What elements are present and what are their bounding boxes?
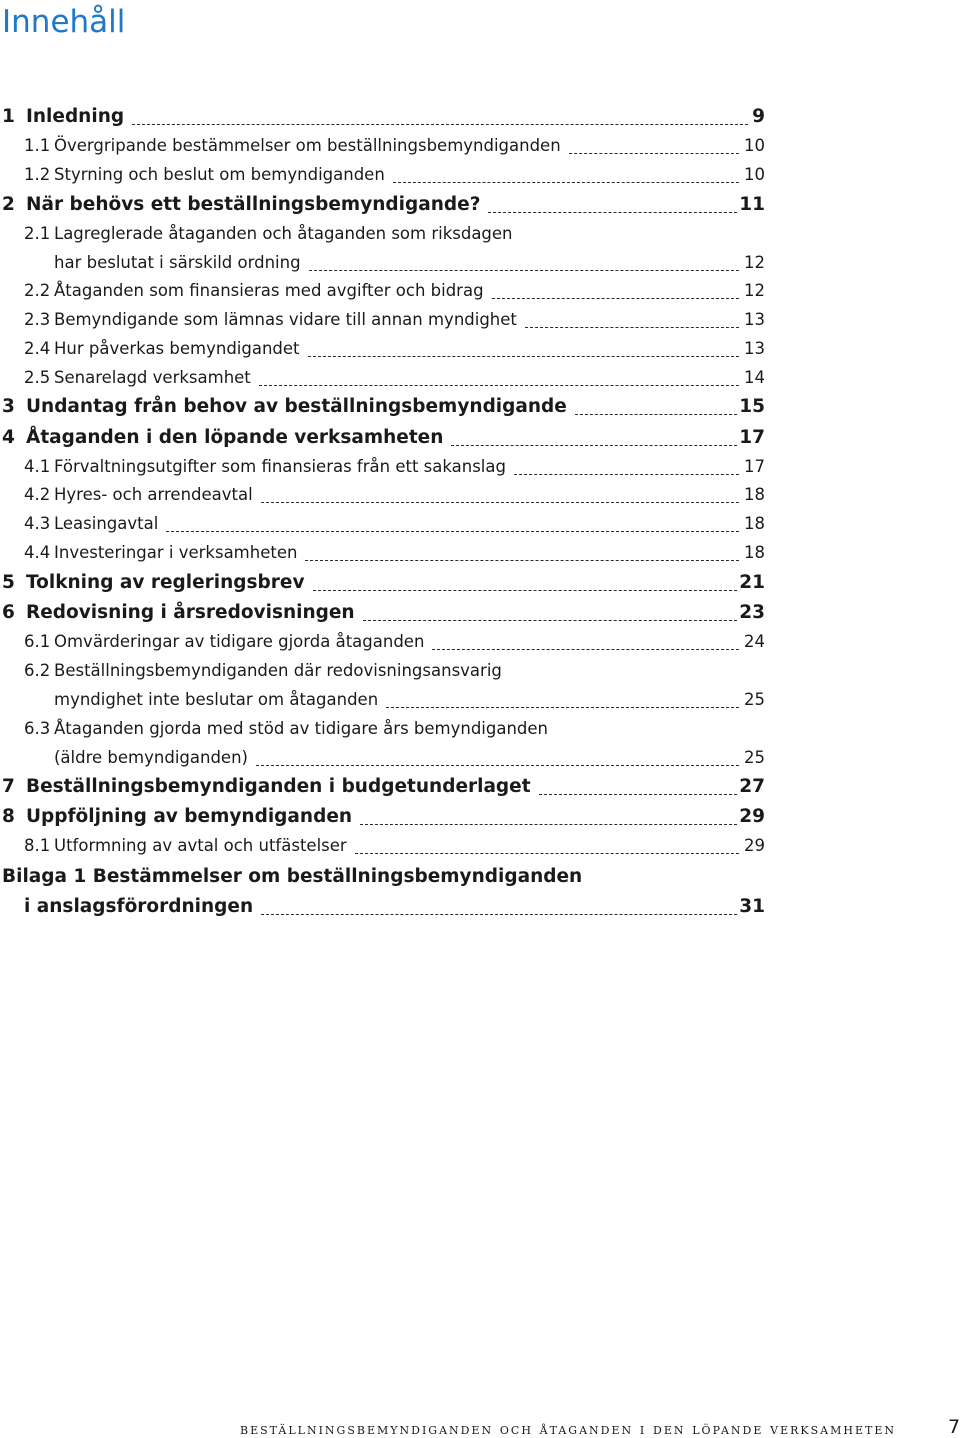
toc-entry-title: Beställningsbemyndiganden där redovisningsansvarig xyxy=(54,661,502,680)
toc-page-number: 18 xyxy=(744,543,765,562)
toc-dot-leader xyxy=(166,531,739,532)
toc-dot-leader xyxy=(259,385,739,386)
toc-entry-number: 1.1 xyxy=(24,136,51,155)
toc-dot-leader xyxy=(432,649,739,650)
toc-dot-leader xyxy=(305,560,739,561)
toc-page-number: 11 xyxy=(739,194,765,215)
toc-entry-title: Bemyndigande som lämnas vidare till annan myndighet xyxy=(54,310,517,329)
toc-dot-leader xyxy=(313,590,737,591)
toc-entry-title: Bilaga 1 Bestämmelser om beställningsbemyndiganden xyxy=(2,866,583,887)
toc-dot-leader xyxy=(575,414,737,415)
toc-entry-number: 2.5 xyxy=(24,368,51,387)
toc-entry-number: 6.1 xyxy=(24,632,51,651)
toc-dot-leader xyxy=(514,474,739,475)
toc-entry-number: 6.3 xyxy=(24,719,51,738)
toc-page-number: 10 xyxy=(744,165,765,184)
toc-page-number: 10 xyxy=(744,136,765,155)
toc-dot-leader xyxy=(393,182,739,183)
toc-entry-line xyxy=(22,478,253,506)
toc-page-number: 25 xyxy=(744,690,765,709)
toc-entry-number: 2.2 xyxy=(24,281,51,300)
toc-entry-number: 3 xyxy=(2,396,15,417)
toc-dot-leader xyxy=(308,356,739,357)
toc-page-number: 15 xyxy=(739,396,765,417)
toc-entry-line xyxy=(22,274,484,302)
toc-entry-title: Leasingavtal xyxy=(54,514,159,533)
toc-dot-leader xyxy=(525,327,739,328)
toc-entry-line xyxy=(22,332,300,360)
toc-entry-title: myndighet inte beslutar om åtaganden xyxy=(54,690,379,709)
toc-entry-line xyxy=(22,217,513,245)
toc-entry-number: 6 xyxy=(2,602,15,623)
toc-entry-title: Redovisning i årsredovisningen xyxy=(26,602,355,623)
toc-entry-title: Styrning och beslut om bemyndiganden xyxy=(54,165,385,184)
toc-entry-title: Uppföljning av bemyndiganden xyxy=(26,806,353,827)
toc-entry-number: 4.1 xyxy=(24,457,51,476)
toc-entry-number: 8 xyxy=(2,806,15,827)
toc-entry-title: Hyres- och arrendeavtal xyxy=(54,485,253,504)
toc-entry-line xyxy=(0,421,443,449)
toc-entry-line xyxy=(0,770,531,798)
toc-entry-line xyxy=(0,890,253,918)
toc-entry-number: 4 xyxy=(2,427,15,448)
toc-entry-title: har beslutat i särskild ordning xyxy=(54,253,301,272)
toc-dot-leader xyxy=(451,445,737,446)
toc-page-number: 17 xyxy=(744,457,765,476)
toc-page-number: 29 xyxy=(744,836,765,855)
toc-entry-title: Inledning xyxy=(26,106,125,127)
toc-entry-line xyxy=(22,129,561,157)
toc-entry-title: Lagreglerade åtaganden och åtaganden som riksdagen xyxy=(54,224,513,243)
toc-entry-title: (äldre bemyndiganden) xyxy=(54,748,248,767)
toc-entry-title: Åtaganden gjorda med stöd av tidigare års bemyndiganden xyxy=(54,719,549,738)
toc-entry-line xyxy=(22,158,385,186)
toc-entry-number: 4.2 xyxy=(24,485,51,504)
toc-page-number: 18 xyxy=(744,485,765,504)
toc-entry-title: Omvärderingar av tidigare gjorda åtaganden xyxy=(54,632,425,651)
toc-entry-title: i anslagsförordningen xyxy=(24,896,254,917)
toc-entry-title: Övergripande bestämmelser om beställningsbemyndiganden xyxy=(54,136,561,155)
toc-entry-line xyxy=(22,683,378,711)
toc-dot-leader xyxy=(492,298,739,299)
toc-page-number: 21 xyxy=(739,572,765,593)
toc-entry-title: När behövs ett beställningsbemyndigande? xyxy=(26,194,481,215)
toc-page-number: 12 xyxy=(744,253,765,272)
toc-dot-leader xyxy=(360,824,737,825)
toc-entry-number: 2.1 xyxy=(24,224,51,243)
toc-entry-line xyxy=(0,188,480,216)
toc-dot-leader xyxy=(256,765,739,766)
toc-dot-leader xyxy=(488,212,737,213)
toc-entry-line xyxy=(22,303,517,331)
toc-entry-title: Hur påverkas bemyndigandet xyxy=(54,339,300,358)
toc-entry-number: 2.4 xyxy=(24,339,51,358)
toc-dot-leader xyxy=(539,794,737,795)
toc-dot-leader xyxy=(355,853,739,854)
toc-page-number: 18 xyxy=(744,514,765,533)
toc-entry-number: 4.3 xyxy=(24,514,51,533)
toc-entry-title: Investeringar i verksamheten xyxy=(54,543,298,562)
toc-entry-number: 4.4 xyxy=(24,543,51,562)
toc-entry-title: Åtaganden i den löpande verksamheten xyxy=(26,427,444,448)
toc-entry-title: Senarelagd verksamhet xyxy=(54,368,251,387)
toc-page-number: 24 xyxy=(744,632,765,651)
toc-entry-line xyxy=(22,712,548,740)
toc-page-number: 14 xyxy=(744,368,765,387)
toc-entry-line xyxy=(2,860,582,888)
toc-entry-number: 6.2 xyxy=(24,661,51,680)
toc-page-number: 12 xyxy=(744,281,765,300)
toc-dot-leader xyxy=(363,620,737,621)
toc-entry-line xyxy=(22,450,506,478)
toc-entry-line xyxy=(22,507,158,535)
toc-entry-line xyxy=(0,596,355,624)
toc-entry-line xyxy=(22,654,502,682)
toc-entry-line xyxy=(22,246,301,274)
footer-page-number: 7 xyxy=(948,1416,960,1438)
toc-dot-leader xyxy=(309,270,739,271)
toc-entry-line xyxy=(0,390,567,418)
toc-entry-number: 5 xyxy=(2,572,15,593)
toc-entry-line xyxy=(22,829,347,857)
toc-entry-line xyxy=(22,741,248,769)
toc-entry-number: 2 xyxy=(2,194,15,215)
toc-page-number: 13 xyxy=(744,339,765,358)
toc-entry-number: 1 xyxy=(2,106,15,127)
toc-entry-line xyxy=(0,800,352,828)
toc-page-number: 25 xyxy=(744,748,765,767)
toc-dot-leader xyxy=(261,502,739,503)
toc-dot-leader xyxy=(132,124,748,125)
toc-entry-number: 7 xyxy=(2,776,15,797)
toc-page-number: 31 xyxy=(739,896,765,917)
toc-page-number: 29 xyxy=(739,806,765,827)
toc-entry-title: Förvaltningsutgifter som finansieras från ett sakanslag xyxy=(54,457,506,476)
toc-page-number: 23 xyxy=(739,602,765,623)
toc-entry-line xyxy=(22,536,297,564)
running-footer-title: beställningsbemyndiganden och åtaganden i den löpande verksamheten xyxy=(240,1420,896,1438)
toc-page-number: 13 xyxy=(744,310,765,329)
toc-entry-number: 1.2 xyxy=(24,165,51,184)
toc-entry-title: Undantag från behov av beställningsbemyndigande xyxy=(26,396,567,417)
toc-entry-title: Beställningsbemyndiganden i budgetunderlaget xyxy=(26,776,531,797)
toc-entry-title: Åtaganden som finansieras med avgifter och bidrag xyxy=(54,281,484,300)
toc-dot-leader xyxy=(569,153,739,154)
toc-dot-leader xyxy=(261,914,737,915)
toc-entry-line xyxy=(0,100,124,128)
toc-entry-line xyxy=(22,625,424,653)
toc-entry-number: 2.3 xyxy=(24,310,51,329)
toc-dot-leader xyxy=(386,707,739,708)
toc-page-number: 27 xyxy=(739,776,765,797)
toc-entry-line xyxy=(22,361,251,389)
toc-page-number: 17 xyxy=(739,427,765,448)
toc-entry-title: Tolkning av regleringsbrev xyxy=(26,572,305,593)
toc-page-number: 9 xyxy=(752,106,765,127)
toc-entry-title: Utformning av avtal och utfästelser xyxy=(54,836,347,855)
page-title: Innehåll xyxy=(2,4,126,40)
toc-entry-number: 8.1 xyxy=(24,836,51,855)
toc-entry-line xyxy=(0,566,305,594)
